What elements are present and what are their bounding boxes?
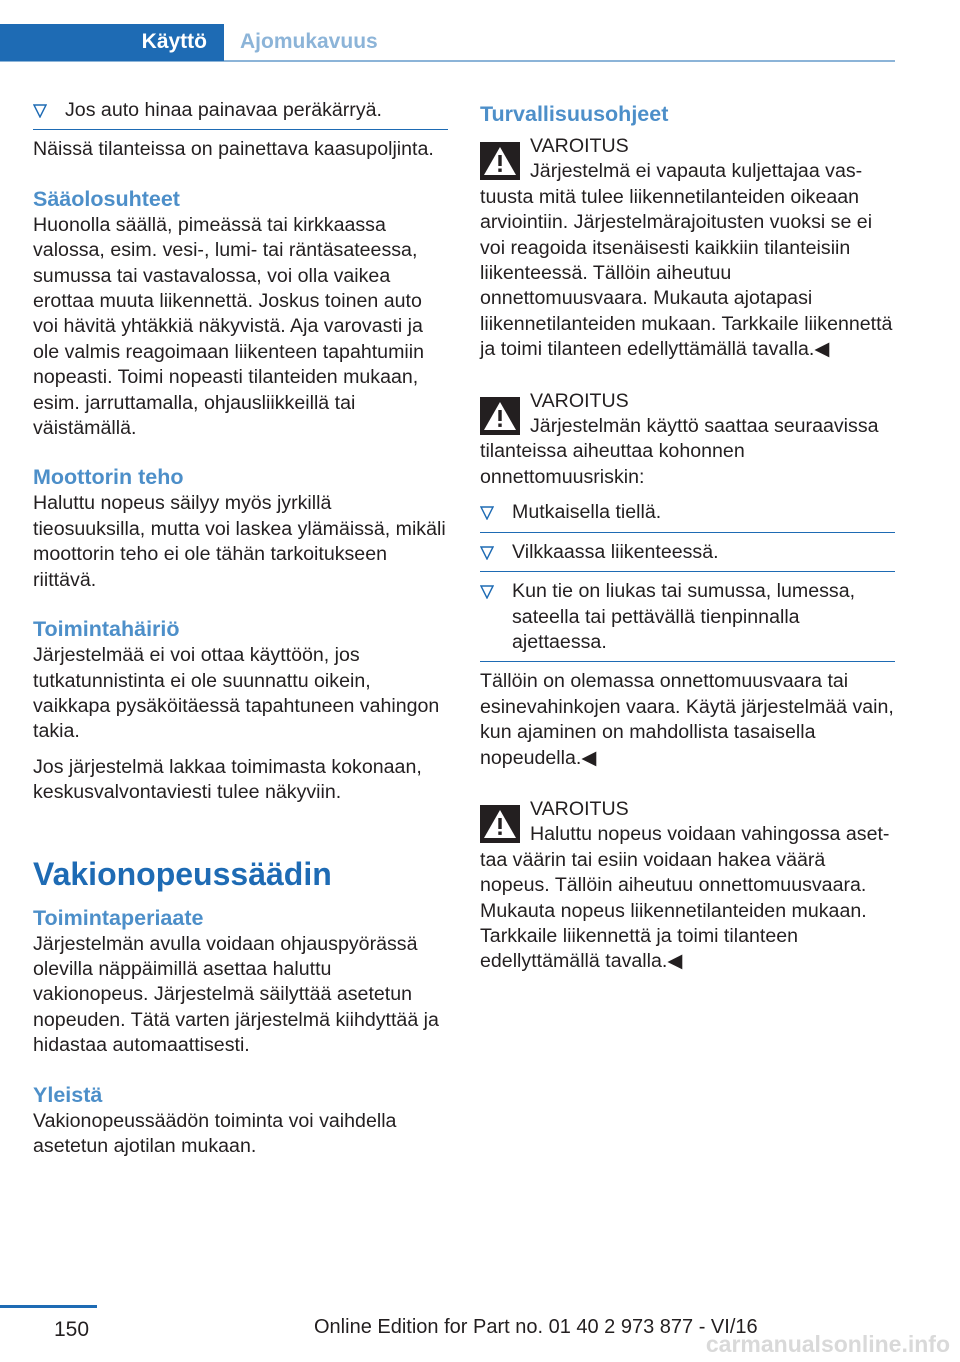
section-title: Vakionopeussäädin	[33, 855, 332, 892]
warning-label: VAROITUS	[530, 135, 629, 157]
list-item-text: Mutkaisella tiellä.	[512, 501, 662, 524]
bullet-triangle-icon	[33, 104, 47, 118]
list-item	[480, 540, 895, 572]
warning-block	[480, 797, 895, 975]
paragraph-engine: Haluttu nopeus säilyy myös jyrkillä tieosuuksilla, mutta voi laskea ylämäissä, mikäli moottorin teho ei ole tähän tarkoitukseen riittävä.	[33, 492, 446, 591]
warning-text-first: Järjestelmän käyttö saattaa seuraavissa	[530, 415, 879, 438]
right-column	[480, 98, 895, 975]
tab-ajomukavuus[interactable]: Ajomukavuus	[240, 30, 378, 53]
paragraph-principle: Järjestelmän avulla voidaan ohjauspyörässä olevilla näppäimillä asettaa haluttu vakionopeus. Järjestelmä säilyttää asetetun nopeuden. Tätä varten järjestelmä kiihdyttää ja hidastaa automaattisesti.	[33, 932, 439, 1057]
paragraph: Näissä tilanteissa on painettava kaasupoljinta.	[33, 138, 434, 161]
warning-triangle-icon	[480, 142, 520, 180]
bullet-triangle-icon	[480, 506, 494, 520]
heading-general: Yleistä	[33, 1082, 103, 1107]
list-item	[480, 500, 895, 532]
list-item	[33, 98, 448, 130]
warning-text-body: taa väärin tai esiin voidaan hakea väärä nopeus. Tällöin aiheutuu onnettomuusvaara. Mukauta nopeus liikennetilanteiden mukaan. Tarkkaile liikennettä ja toimi tilanteen edellyttämällä tavalla.◀	[480, 848, 867, 973]
warning-block	[480, 134, 895, 363]
warning-text-body: tuusta mitä tulee liikennetilanteiden oikeaan arviointiin. Järjestelmärajoitusten vuoksi se ei voi reagoida itsenäisesti kaikkiin tilanteisiin liikenteessä. Tällöin aiheutuu onnettomuusvaara. Mukauta ajotapasi liikennetilanteiden mukaan. Tarkkaile liikennettä ja toimi tilanteen edellyttämällä tavalla.◀	[480, 185, 893, 361]
warning-text-body: tilanteissa aiheuttaa kohonnen onnettomuusriskin:	[480, 440, 745, 488]
warning-triangle-icon	[480, 397, 520, 435]
paragraph-risk: Tällöin on olemassa onnettomuusvaara tai esinevahinkojen vaara. Käytä järjestelmää vain, kun ajaminen on mahdollista tasaisella nopeudella.◀	[480, 670, 894, 769]
warning-text-first: Haluttu nopeus voidaan vahingossa aset-	[530, 823, 890, 846]
list-item-text: Kun tie on liukas tai sumussa, lumessa, sateella tai pettävällä tienpinnalla ajettaessa.	[512, 580, 856, 653]
footer-rule	[0, 1305, 97, 1308]
warning-block	[480, 389, 895, 491]
left-column	[33, 98, 448, 1169]
page-header	[0, 0, 895, 62]
paragraph-fault-1: Järjestelmää ei voi ottaa käyttöön, jos tutkatunnistinta ei ole suunnattu oikein, vaikkapa pysäköitäessä tapahtuneen vahingon takia.	[33, 644, 440, 743]
list-item-text: Vilkkaassa liikenteessä.	[512, 540, 719, 563]
heading-safety: Turvallisuusohjeet	[480, 102, 669, 126]
warning-label: VAROITUS	[530, 389, 629, 412]
edition-info: Online Edition for Part no. 01 40 2 973 877 - VI/16	[314, 1316, 758, 1338]
heading-principle: Toimintaperiaate	[33, 905, 204, 930]
list-item	[480, 579, 895, 662]
warning-text-first: Järjestelmä ei vapauta kuljettajaa vas-	[530, 160, 863, 183]
tab-kaytto[interactable]	[0, 24, 224, 61]
warning-label: VAROITUS	[530, 797, 629, 820]
warning-triangle-icon	[480, 805, 520, 843]
paragraph-general: Vakionopeussäädön toiminta voi vaihdella asetetun ajotilan mukaan.	[33, 1109, 397, 1157]
paragraph-weather: Huonolla säällä, pimeässä tai kirkkaassa valossa, esim. vesi-, lumi- tai räntäsateessa, sumussa tai vastavalossa, voi olla vaikea erottaa muuta liikennettä. Joskus toinen auto voi hävitä yhtäkkiä näkyvistä. Aja varovasti ja ole valmis reagoimaan liikenteen tapahtumiin nopeasti. Toimi nopeasti tilanteiden mukaan, esim. jarruttamalla, ohjausliikkeillä tai väistämällä.	[33, 213, 425, 440]
bullet-triangle-icon	[480, 546, 494, 560]
list-item-text: Jos auto hinaa painavaa peräkärryä.	[65, 99, 382, 121]
bullet-triangle-icon	[480, 585, 494, 599]
heading-engine: Moottorin teho	[33, 465, 184, 490]
watermark: carmanualsonline.info	[705, 1331, 950, 1357]
heading-weather: Sääolosuhteet	[33, 186, 180, 211]
page-number: 150	[54, 1318, 90, 1341]
risk-list	[480, 500, 895, 662]
paragraph-fault-2: Jos järjestelmä lakkaa toimimasta kokonaan, keskusvalvontaviesti tulee näkyviin.	[33, 755, 422, 804]
tab-kaytto-label: Käyttö	[141, 30, 207, 53]
heading-fault: Toimintahäiriö	[33, 617, 180, 642]
